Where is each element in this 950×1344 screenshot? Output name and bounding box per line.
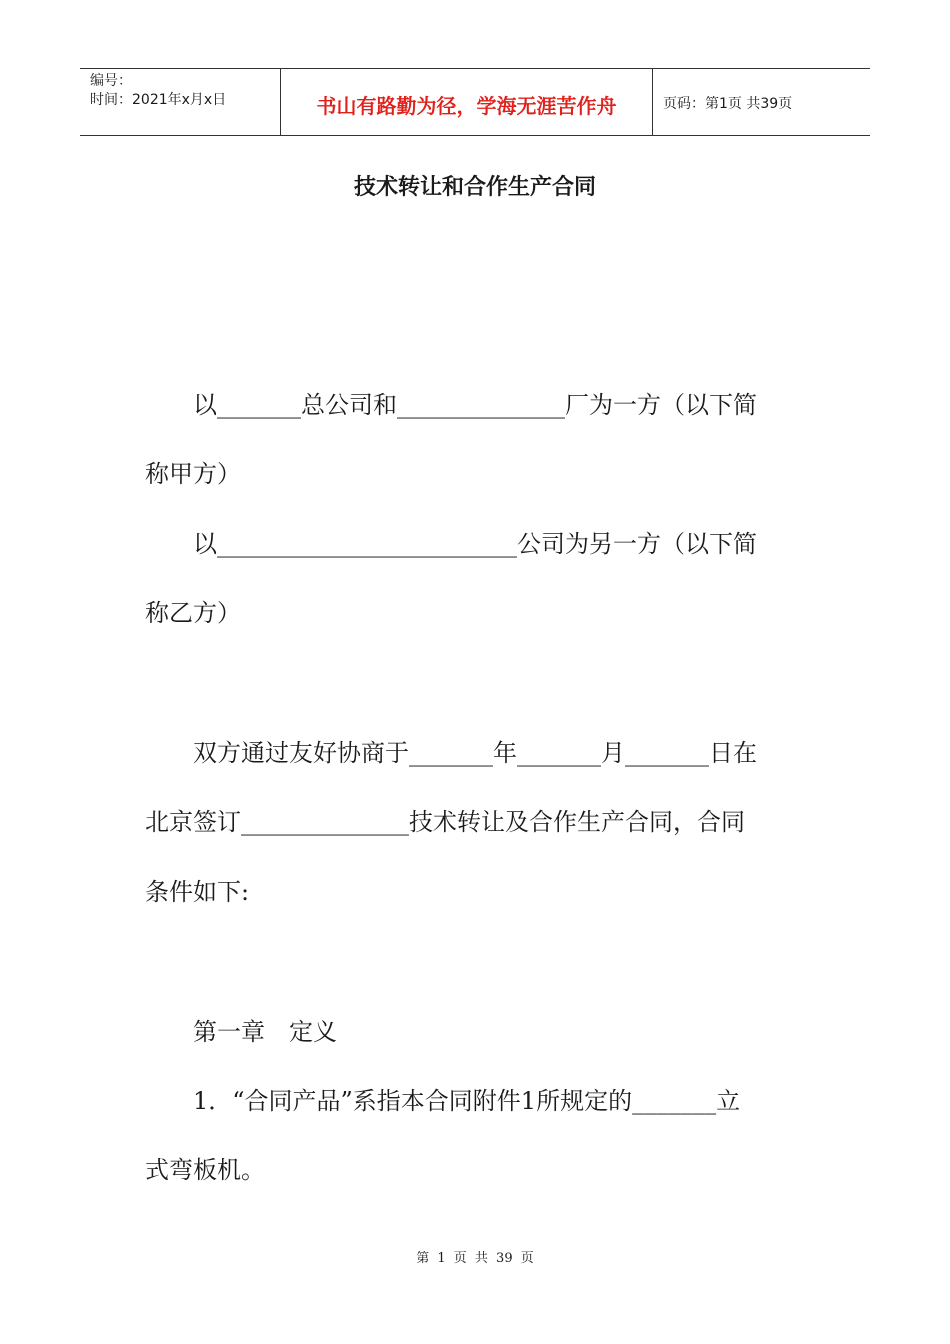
paragraph-line: 称乙方） [145,599,241,627]
document-header [80,68,870,136]
header-motto: 书山有路勤为径，学海无涯苦作舟 [281,69,653,135]
paragraph-line: 北京签订______________技术转让及合作生产合同，合同 [145,808,745,836]
paragraph-line: 式弯板机。 [145,1156,265,1184]
paragraph-line: 1．“合同产品”系指本合同附件1所规定的_______立 [145,1087,741,1115]
paragraph-line: 以_________________________公司为另一方（以下简 [145,530,757,558]
document-title: 技术转让和合作生产合同 [353,175,596,200]
document-date-label: 时间：2021年x月x日 [90,92,227,108]
paragraph-line: 双方通过友好协商于_______年_______月_______日在 [145,739,757,767]
header-meta [80,69,281,135]
page-footer: 第 1 页 共 39 页 [416,1251,534,1266]
chapter-heading: 第一章 定义 [145,1018,337,1046]
document-number-label: 编号： [90,73,132,89]
paragraph-line: 称甲方） [145,460,241,488]
paragraph-line: 条件如下: [145,878,250,906]
header-page-info: 页码：第1页 共39页 [663,96,793,112]
paragraph-line: 以_______总公司和______________厂为一方（以下简 [145,391,757,419]
